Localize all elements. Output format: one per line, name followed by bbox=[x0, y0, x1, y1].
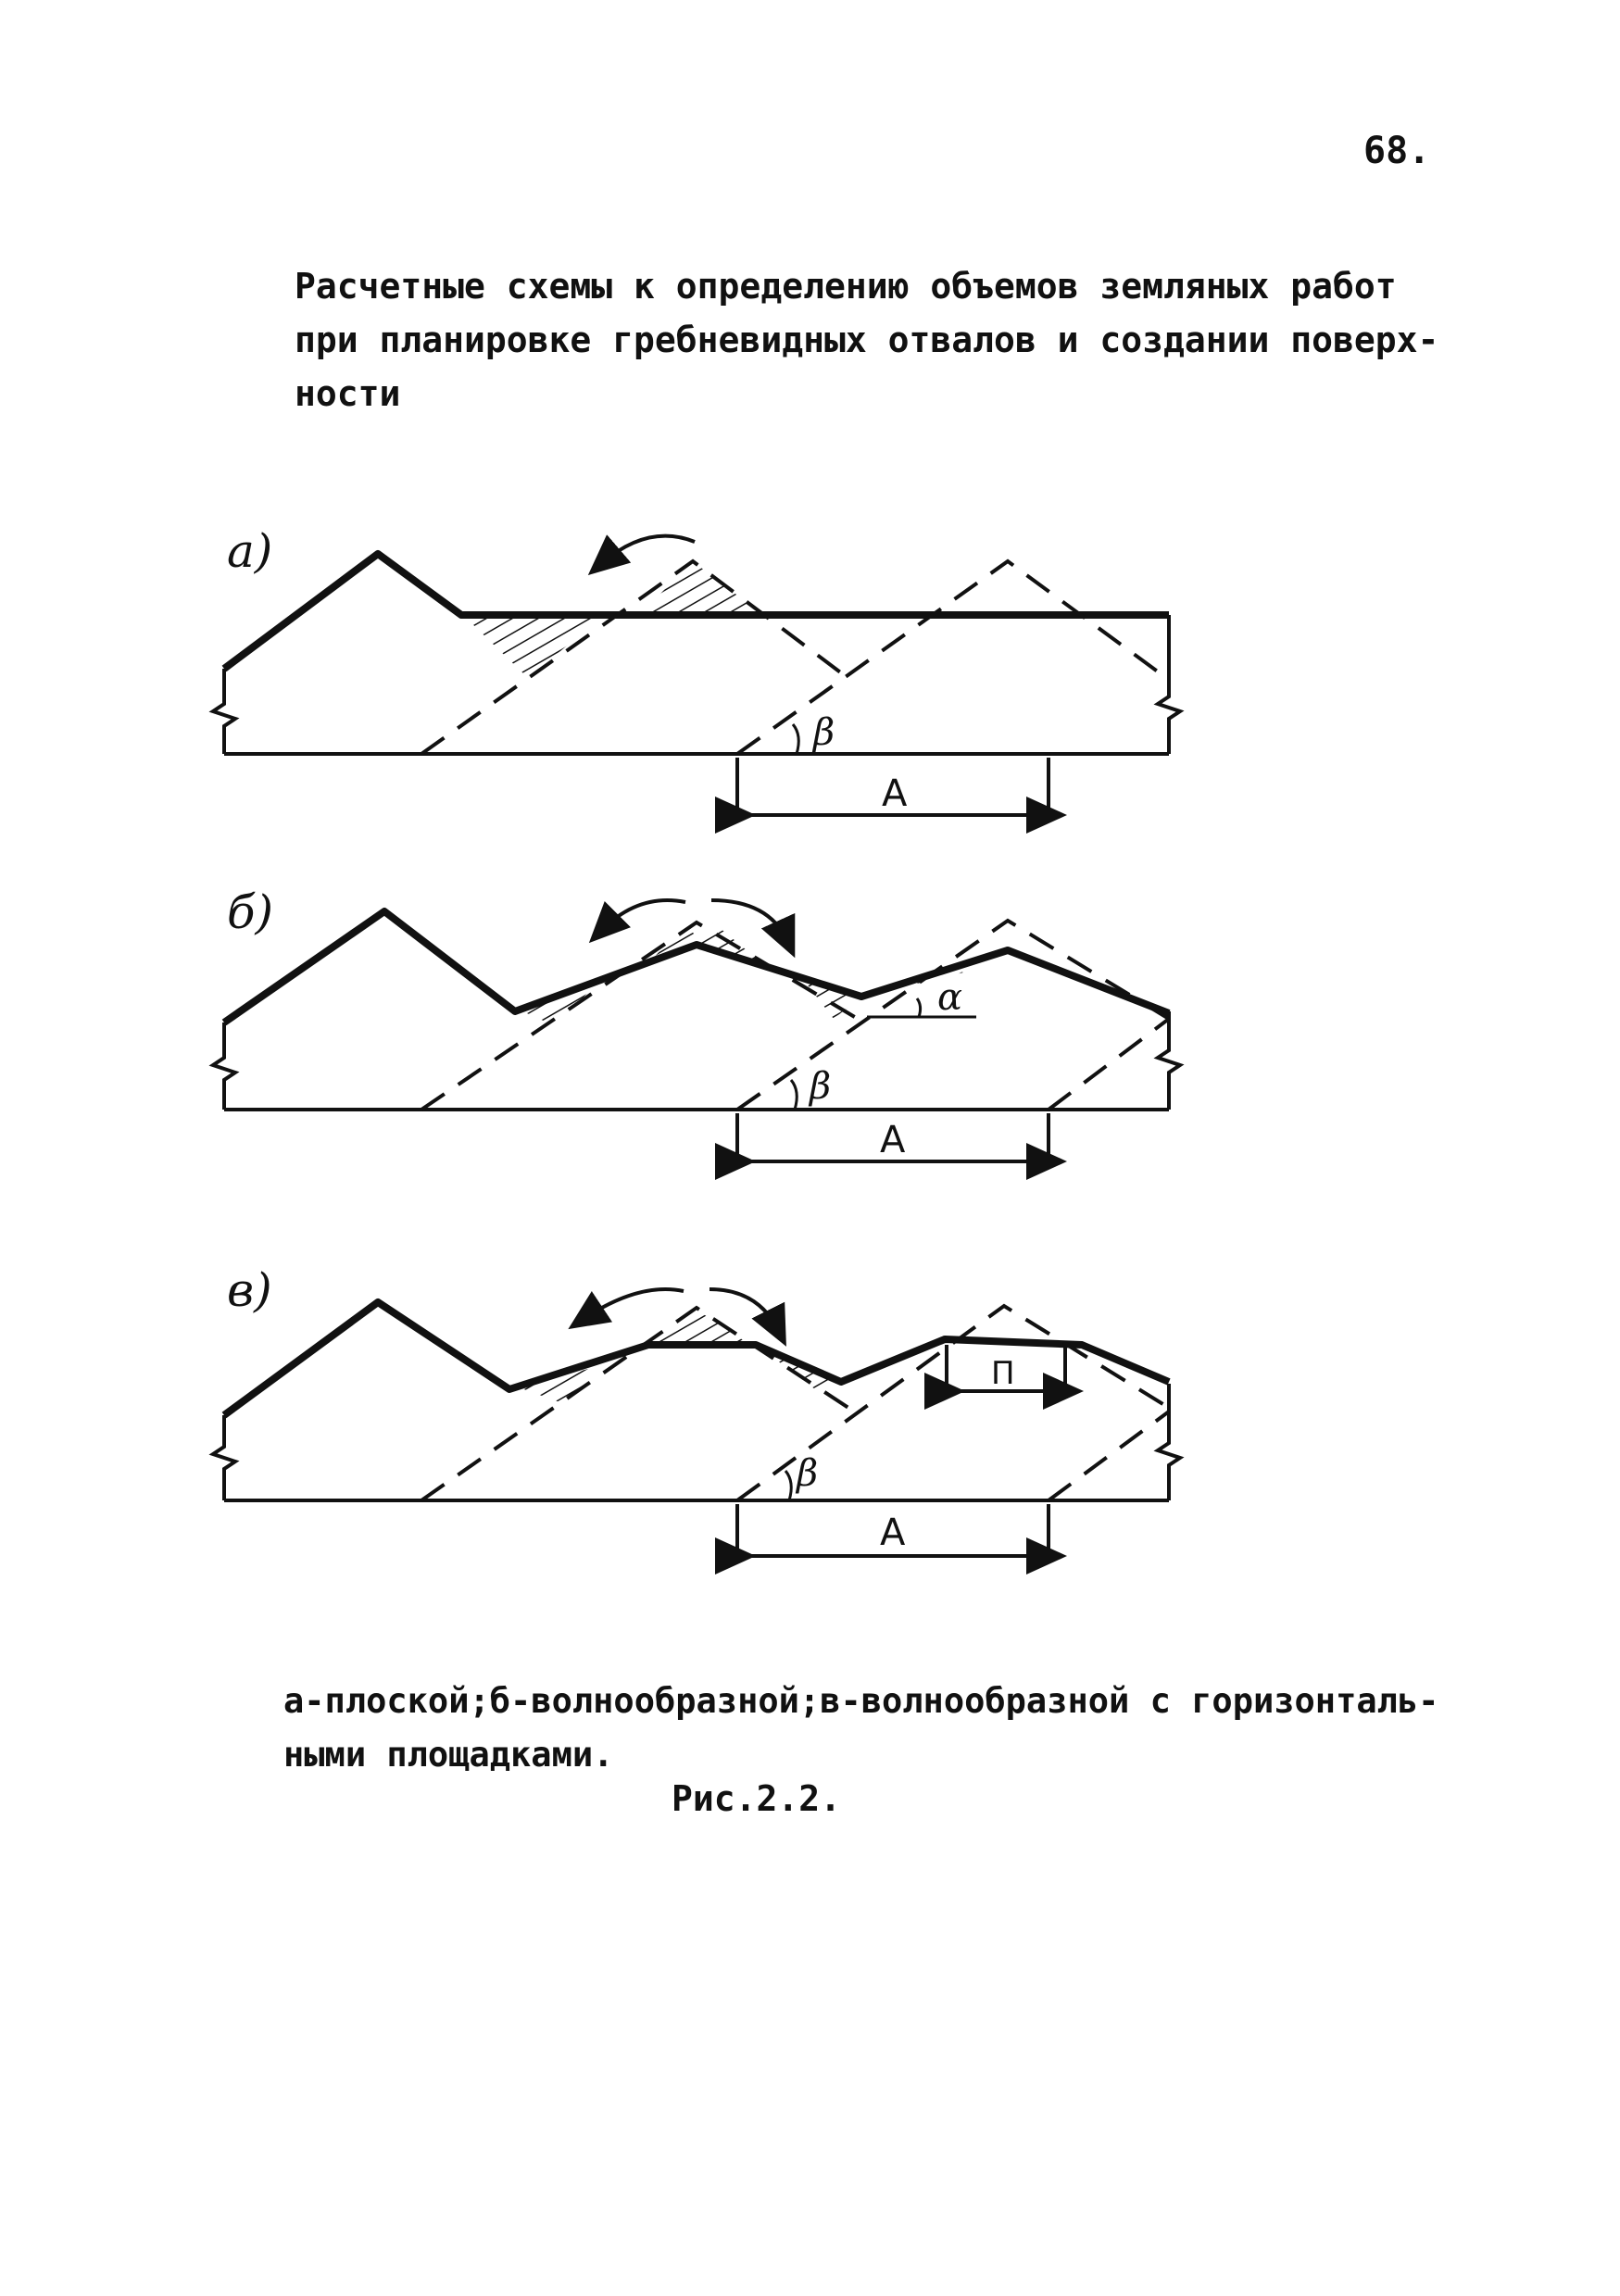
dimension-a-label-a: A bbox=[882, 772, 908, 815]
original-dump-dashed-1 bbox=[421, 1308, 848, 1500]
dimension-a-label-v: A bbox=[880, 1512, 906, 1554]
left-break-wall bbox=[213, 1023, 235, 1110]
legend-line-2: ными площадками. bbox=[283, 1735, 614, 1775]
panel-label-v: в) bbox=[227, 1263, 272, 1317]
title-line-1: Расчетные схемы к определению объемов земляных работ bbox=[295, 266, 1397, 307]
wavy-surface bbox=[224, 911, 1169, 1023]
original-dump-dashed-2 bbox=[737, 561, 1169, 754]
dashed-right-slope bbox=[1049, 1411, 1169, 1500]
fill-area-hatch bbox=[463, 615, 604, 678]
beta-arc bbox=[791, 1080, 797, 1110]
beta-arc bbox=[793, 724, 798, 754]
diagram-b bbox=[213, 885, 1180, 1169]
dashed-right-slope bbox=[1049, 1019, 1169, 1110]
figure-legend bbox=[283, 1675, 1488, 1782]
title-line-3: ности bbox=[295, 373, 401, 414]
diagram-v bbox=[213, 1263, 1180, 1563]
beta-arc bbox=[785, 1471, 791, 1500]
cut-hatch-1 bbox=[648, 1310, 750, 1345]
move-arrow-left bbox=[584, 1289, 684, 1319]
platform-label: П bbox=[991, 1355, 1015, 1392]
left-break-wall bbox=[213, 669, 235, 754]
title-line-2: при планировке гребневидных отвалов и создании поверх- bbox=[295, 320, 1439, 360]
angle-beta-b: β bbox=[810, 1065, 832, 1108]
angle-beta-a: β bbox=[813, 711, 835, 754]
angle-alpha-b: α bbox=[937, 976, 963, 1019]
legend-line-1: а-плоской;б-волнообразной;в-волнообразной с горизонталь- bbox=[283, 1681, 1439, 1721]
panel-label-b: б) bbox=[227, 885, 274, 939]
angle-beta-v: β bbox=[797, 1452, 819, 1495]
move-arrow-left bbox=[602, 900, 685, 930]
left-break-wall bbox=[213, 1415, 235, 1500]
figure-label: Рис.2.2. bbox=[672, 1778, 842, 1819]
fill-hatch-2 bbox=[769, 1354, 841, 1389]
right-break-wall bbox=[1158, 615, 1180, 754]
alpha-arc bbox=[917, 998, 921, 1017]
page-number: 68. bbox=[1363, 130, 1431, 172]
dimension-a-label-b: A bbox=[880, 1119, 906, 1161]
original-dump-dashed-1 bbox=[421, 561, 850, 754]
move-arrow bbox=[602, 536, 695, 563]
panel-label-a: а) bbox=[227, 524, 273, 578]
diagram-a bbox=[213, 524, 1180, 822]
